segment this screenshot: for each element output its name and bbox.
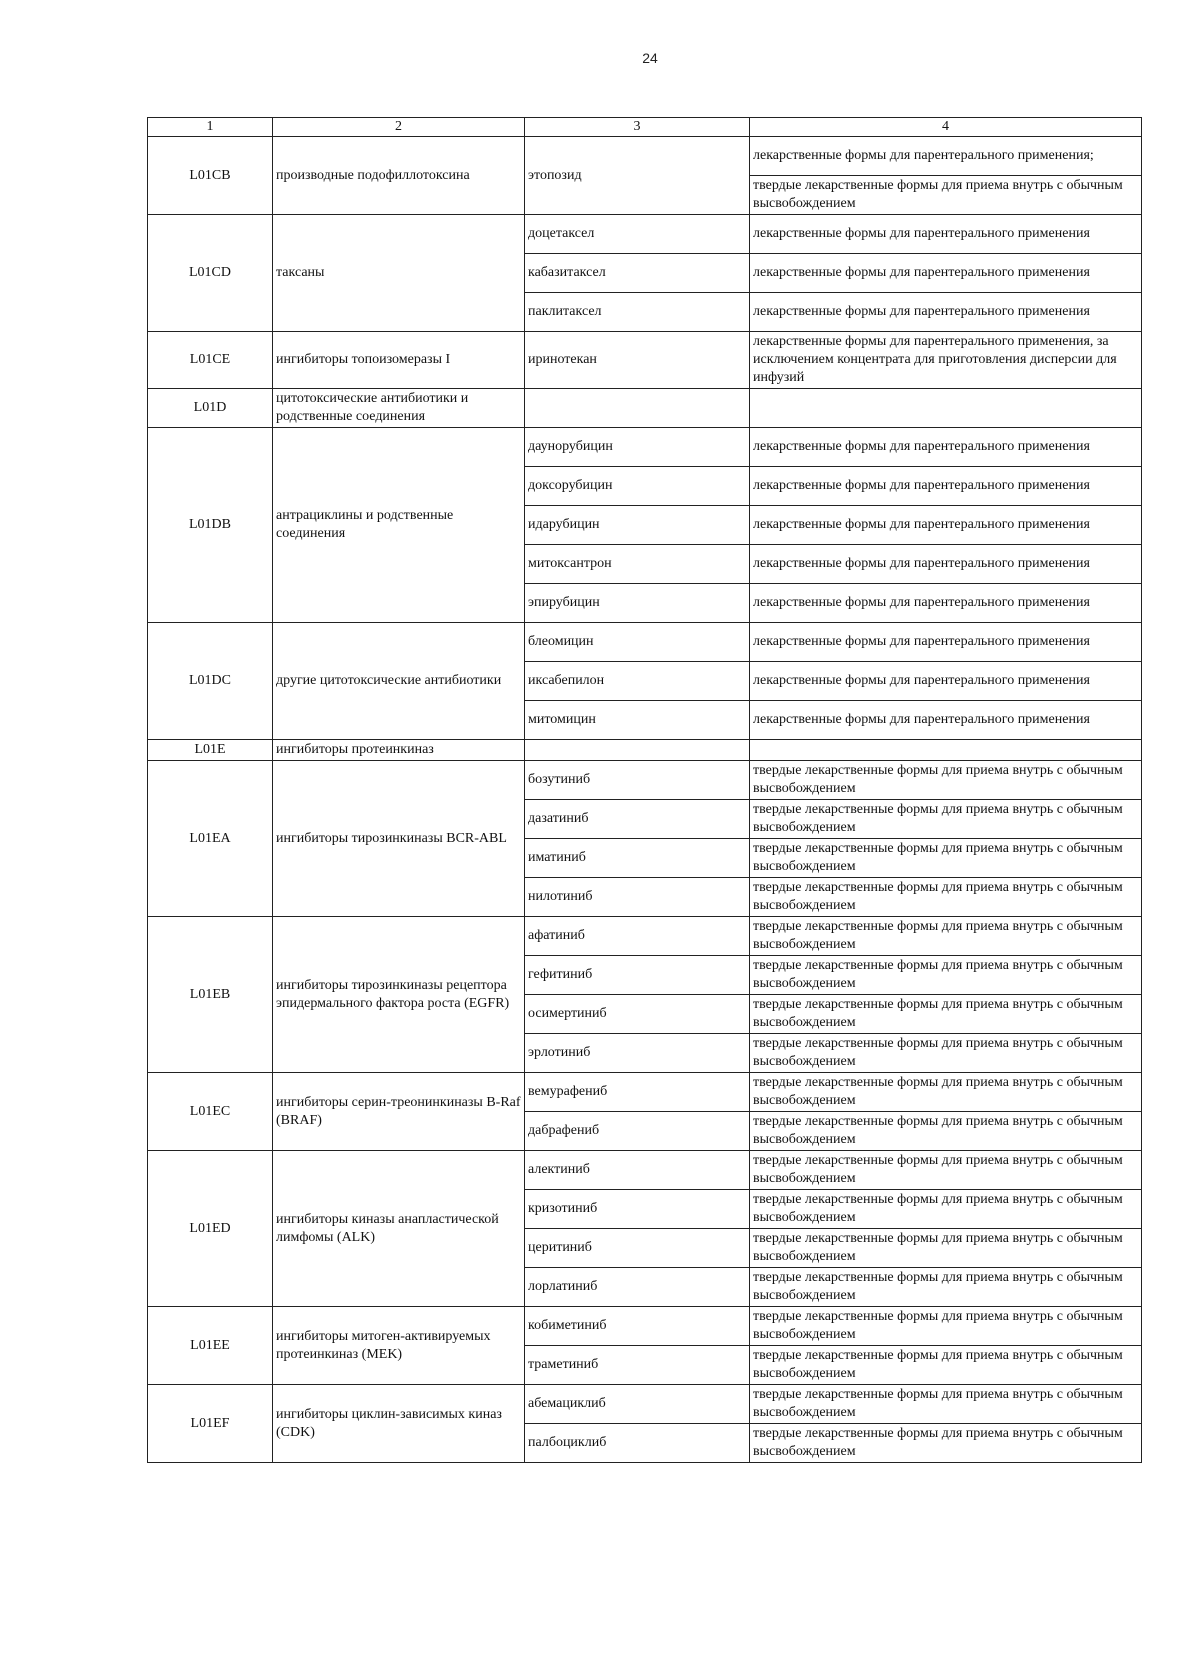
group-name: ингибиторы топоизомеразы I bbox=[273, 332, 525, 389]
drug-name: нилотиниб bbox=[525, 878, 750, 917]
drug-name: митомицин bbox=[525, 701, 750, 740]
dosage-form: лекарственные формы для парентерального применения bbox=[750, 215, 1142, 254]
column-header: 3 bbox=[525, 118, 750, 137]
group-name: ингибиторы протеинкиназ bbox=[273, 740, 525, 761]
table-row bbox=[148, 740, 1142, 761]
drug-name: паклитаксел bbox=[525, 293, 750, 332]
dosage-form: твердые лекарственные формы для приема внутрь с обычным высвобождением bbox=[750, 917, 1142, 956]
group-name: другие цитотоксические антибиотики bbox=[273, 623, 525, 740]
drug-name: иринотекан bbox=[525, 332, 750, 389]
atc-code: L01DC bbox=[148, 623, 273, 740]
group-name: ингибиторы серин-треонинкиназы B-Raf (BRAF) bbox=[273, 1073, 525, 1151]
table-row bbox=[148, 1151, 1142, 1190]
column-header: 1 bbox=[148, 118, 273, 137]
atc-code: L01EA bbox=[148, 761, 273, 917]
header-row bbox=[148, 118, 1142, 137]
atc-code: L01CB bbox=[148, 137, 273, 215]
atc-code: L01CD bbox=[148, 215, 273, 332]
atc-code: L01EE bbox=[148, 1307, 273, 1385]
dosage-form bbox=[750, 389, 1142, 428]
dosage-form: твердые лекарственные формы для приема внутрь с обычным высвобождением bbox=[750, 956, 1142, 995]
dosage-form: твердые лекарственные формы для приема внутрь с обычным высвобождением bbox=[750, 800, 1142, 839]
atc-code: L01D bbox=[148, 389, 273, 428]
atc-code: L01E bbox=[148, 740, 273, 761]
drug-name: осимертиниб bbox=[525, 995, 750, 1034]
drug-name: кобиметиниб bbox=[525, 1307, 750, 1346]
dosage-form: твердые лекарственные формы для приема внутрь с обычным высвобождением bbox=[750, 1073, 1142, 1112]
dosage-form: твердые лекарственные формы для приема внутрь с обычным высвобождением bbox=[750, 1424, 1142, 1463]
drug-name: эпирубицин bbox=[525, 584, 750, 623]
dosage-form: твердые лекарственные формы для приема внутрь с обычным высвобождением bbox=[750, 176, 1142, 215]
drug-name: кризотиниб bbox=[525, 1190, 750, 1229]
drug-name: эрлотиниб bbox=[525, 1034, 750, 1073]
dosage-form: твердые лекарственные формы для приема внутрь с обычным высвобождением bbox=[750, 1112, 1142, 1151]
dosage-form: твердые лекарственные формы для приема внутрь с обычным высвобождением bbox=[750, 1151, 1142, 1190]
dosage-form: лекарственные формы для парентерального применения bbox=[750, 584, 1142, 623]
group-name: ингибиторы тирозинкиназы рецептора эпидермального фактора роста (EGFR) bbox=[273, 917, 525, 1073]
group-name: цитотоксические антибиотики и родственные соединения bbox=[273, 389, 525, 428]
dosage-form: лекарственные формы для парентерального применения; bbox=[750, 137, 1142, 176]
dosage-form: твердые лекарственные формы для приема внутрь с обычным высвобождением bbox=[750, 1307, 1142, 1346]
table-row bbox=[148, 761, 1142, 800]
dosage-form: лекарственные формы для парентерального применения bbox=[750, 545, 1142, 584]
dosage-form: твердые лекарственные формы для приема внутрь с обычным высвобождением bbox=[750, 1229, 1142, 1268]
drug-name: идарубицин bbox=[525, 506, 750, 545]
atc-code: L01ED bbox=[148, 1151, 273, 1307]
column-header: 2 bbox=[273, 118, 525, 137]
drug-name: доксорубицин bbox=[525, 467, 750, 506]
atc-code: L01EF bbox=[148, 1385, 273, 1463]
drug-table bbox=[147, 117, 1142, 1463]
drug-name: дазатиниб bbox=[525, 800, 750, 839]
drug-name: митоксантрон bbox=[525, 545, 750, 584]
atc-code: L01DB bbox=[148, 428, 273, 623]
group-name: ингибиторы циклин-зависимых киназ (CDK) bbox=[273, 1385, 525, 1463]
group-name: производные подофиллотоксина bbox=[273, 137, 525, 215]
dosage-form: лекарственные формы для парентерального применения bbox=[750, 506, 1142, 545]
drug-name: алектиниб bbox=[525, 1151, 750, 1190]
table-row bbox=[148, 215, 1142, 254]
drug-name bbox=[525, 389, 750, 428]
table-row bbox=[148, 389, 1142, 428]
table-row bbox=[148, 1073, 1142, 1112]
table-row bbox=[148, 332, 1142, 389]
drug-name: траметиниб bbox=[525, 1346, 750, 1385]
atc-code: L01EC bbox=[148, 1073, 273, 1151]
column-header: 4 bbox=[750, 118, 1142, 137]
drug-name: гефитиниб bbox=[525, 956, 750, 995]
table-row bbox=[148, 917, 1142, 956]
dosage-form: твердые лекарственные формы для приема внутрь с обычным высвобождением bbox=[750, 761, 1142, 800]
drug-name: иксабепилон bbox=[525, 662, 750, 701]
drug-name: лорлатиниб bbox=[525, 1268, 750, 1307]
drug-name: вемурафениб bbox=[525, 1073, 750, 1112]
table-row bbox=[148, 1307, 1142, 1346]
atc-code: L01EB bbox=[148, 917, 273, 1073]
table-row bbox=[148, 428, 1142, 467]
table-row bbox=[148, 1385, 1142, 1424]
dosage-form: лекарственные формы для парентерального применения bbox=[750, 662, 1142, 701]
drug-name: блеомицин bbox=[525, 623, 750, 662]
dosage-form: лекарственные формы для парентерального применения bbox=[750, 467, 1142, 506]
table-row bbox=[148, 623, 1142, 662]
dosage-form: лекарственные формы для парентерального применения, за исключением концентрата для приготовления дисперсии для инфузий bbox=[750, 332, 1142, 389]
drug-name: кабазитаксел bbox=[525, 254, 750, 293]
drug-name: даунорубицин bbox=[525, 428, 750, 467]
dosage-form: твердые лекарственные формы для приема внутрь с обычным высвобождением bbox=[750, 1034, 1142, 1073]
drug-name bbox=[525, 740, 750, 761]
drug-name: дабрафениб bbox=[525, 1112, 750, 1151]
group-name: ингибиторы тирозинкиназы BCR-ABL bbox=[273, 761, 525, 917]
dosage-form: твердые лекарственные формы для приема внутрь с обычным высвобождением bbox=[750, 1190, 1142, 1229]
drug-name: бозутиниб bbox=[525, 761, 750, 800]
group-name: ингибиторы митоген-активируемых протеинкиназ (MEK) bbox=[273, 1307, 525, 1385]
group-name: ингибиторы киназы анапластической лимфомы (ALK) bbox=[273, 1151, 525, 1307]
table-row bbox=[148, 137, 1142, 176]
dosage-form: твердые лекарственные формы для приема внутрь с обычным высвобождением bbox=[750, 1346, 1142, 1385]
dosage-form: лекарственные формы для парентерального применения bbox=[750, 293, 1142, 332]
dosage-form: лекарственные формы для парентерального применения bbox=[750, 701, 1142, 740]
dosage-form: лекарственные формы для парентерального применения bbox=[750, 254, 1142, 293]
dosage-form: лекарственные формы для парентерального применения bbox=[750, 623, 1142, 662]
page-number: 24 bbox=[642, 50, 658, 66]
drug-name: церитиниб bbox=[525, 1229, 750, 1268]
dosage-form: твердые лекарственные формы для приема внутрь с обычным высвобождением bbox=[750, 878, 1142, 917]
dosage-form: лекарственные формы для парентерального применения bbox=[750, 428, 1142, 467]
group-name: антрациклины и родственные соединения bbox=[273, 428, 525, 623]
drug-name: афатиниб bbox=[525, 917, 750, 956]
dosage-form: твердые лекарственные формы для приема внутрь с обычным высвобождением bbox=[750, 839, 1142, 878]
group-name: таксаны bbox=[273, 215, 525, 332]
drug-name: палбоциклиб bbox=[525, 1424, 750, 1463]
drug-name: абемациклиб bbox=[525, 1385, 750, 1424]
drug-name: иматиниб bbox=[525, 839, 750, 878]
drug-name: этопозид bbox=[525, 137, 750, 215]
atc-code: L01CE bbox=[148, 332, 273, 389]
dosage-form: твердые лекарственные формы для приема внутрь с обычным высвобождением bbox=[750, 1268, 1142, 1307]
dosage-form bbox=[750, 740, 1142, 761]
dosage-form: твердые лекарственные формы для приема внутрь с обычным высвобождением bbox=[750, 995, 1142, 1034]
dosage-form: твердые лекарственные формы для приема внутрь с обычным высвобождением bbox=[750, 1385, 1142, 1424]
drug-name: доцетаксел bbox=[525, 215, 750, 254]
